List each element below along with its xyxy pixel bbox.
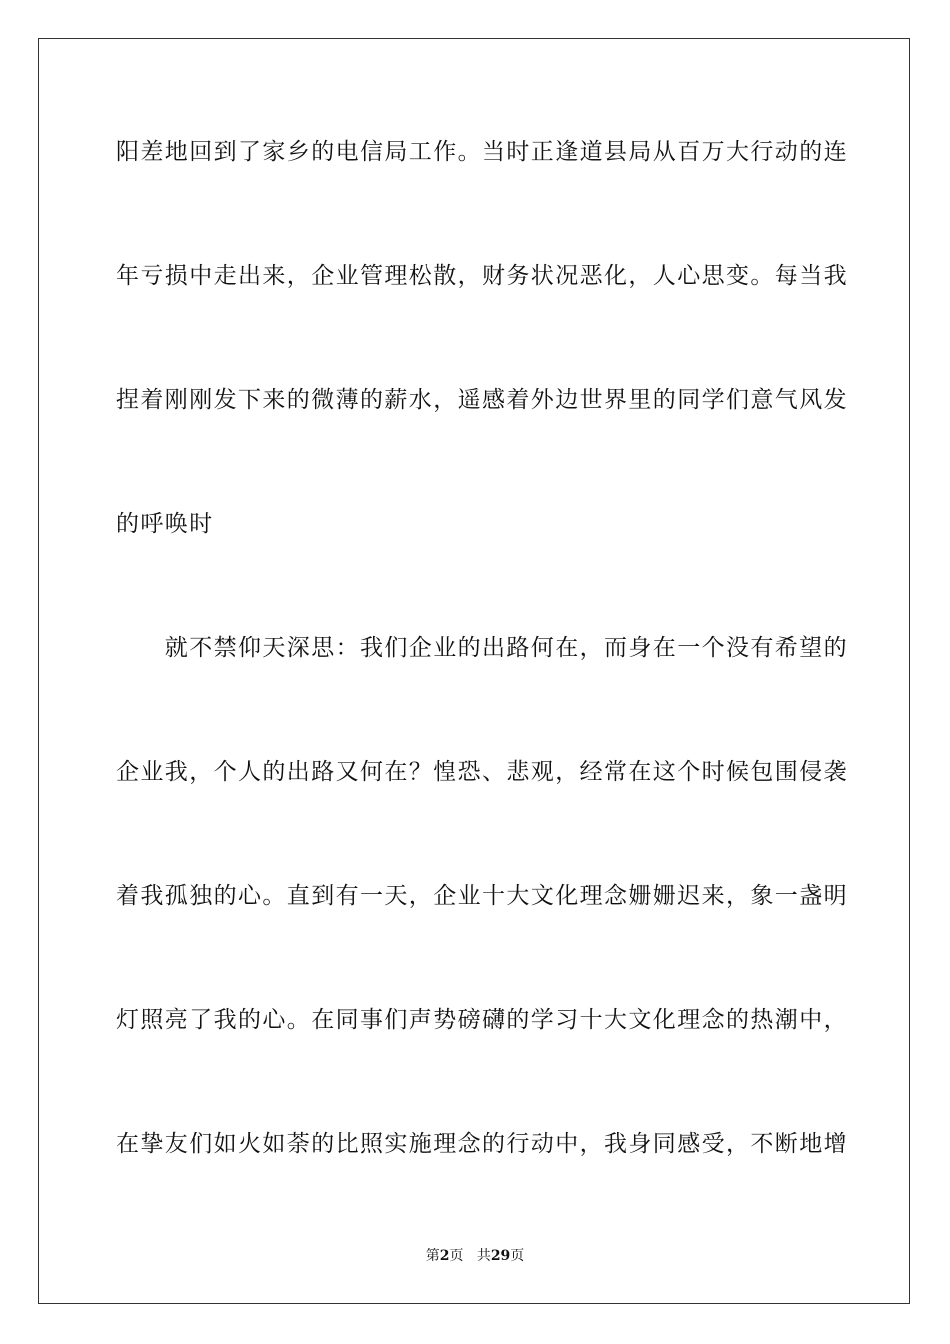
body-text-line: 年亏损中走出来，企业管理松散，财务状况恶化，人心思变。每当我 [116, 263, 848, 289]
body-text-line: 着我孤独的心。直到有一天，企业十大文化理念姗姗迟来，象一盏明 [116, 883, 848, 909]
body-text-line: 捏着刚刚发下来的微薄的薪水，遥感着外边世界里的同学们意气风发 [116, 387, 848, 413]
page-suffix: 页 [449, 1248, 464, 1264]
body-text-line: 阳差地回到了家乡的电信局工作。当时正逢道县局从百万大行动的连 [116, 139, 848, 165]
page-number: 2 [439, 1248, 450, 1264]
body-text-line: 灯照亮了我的心。在同事们声势磅礴的学习十大文化理念的热潮中， [116, 1007, 848, 1033]
body-text-line: 企业我，个人的出路又何在？惶恐、悲观，经常在这个时候包围侵袭 [116, 759, 848, 785]
body-text-line: 就不禁仰天深思：我们企业的出路何在，而身在一个没有希望的 [116, 635, 848, 661]
page-prefix: 第 [425, 1248, 440, 1264]
total-suffix: 页 [510, 1248, 525, 1264]
page-footer [0, 1246, 950, 1266]
total-prefix: 共 [476, 1248, 491, 1264]
page-border [38, 38, 910, 1304]
total-pages: 29 [490, 1248, 511, 1264]
body-text-line: 在挚友们如火如荼的比照实施理念的行动中，我身同感受，不断地增 [116, 1131, 848, 1157]
body-text-line: 的呼唤时 [116, 511, 214, 537]
